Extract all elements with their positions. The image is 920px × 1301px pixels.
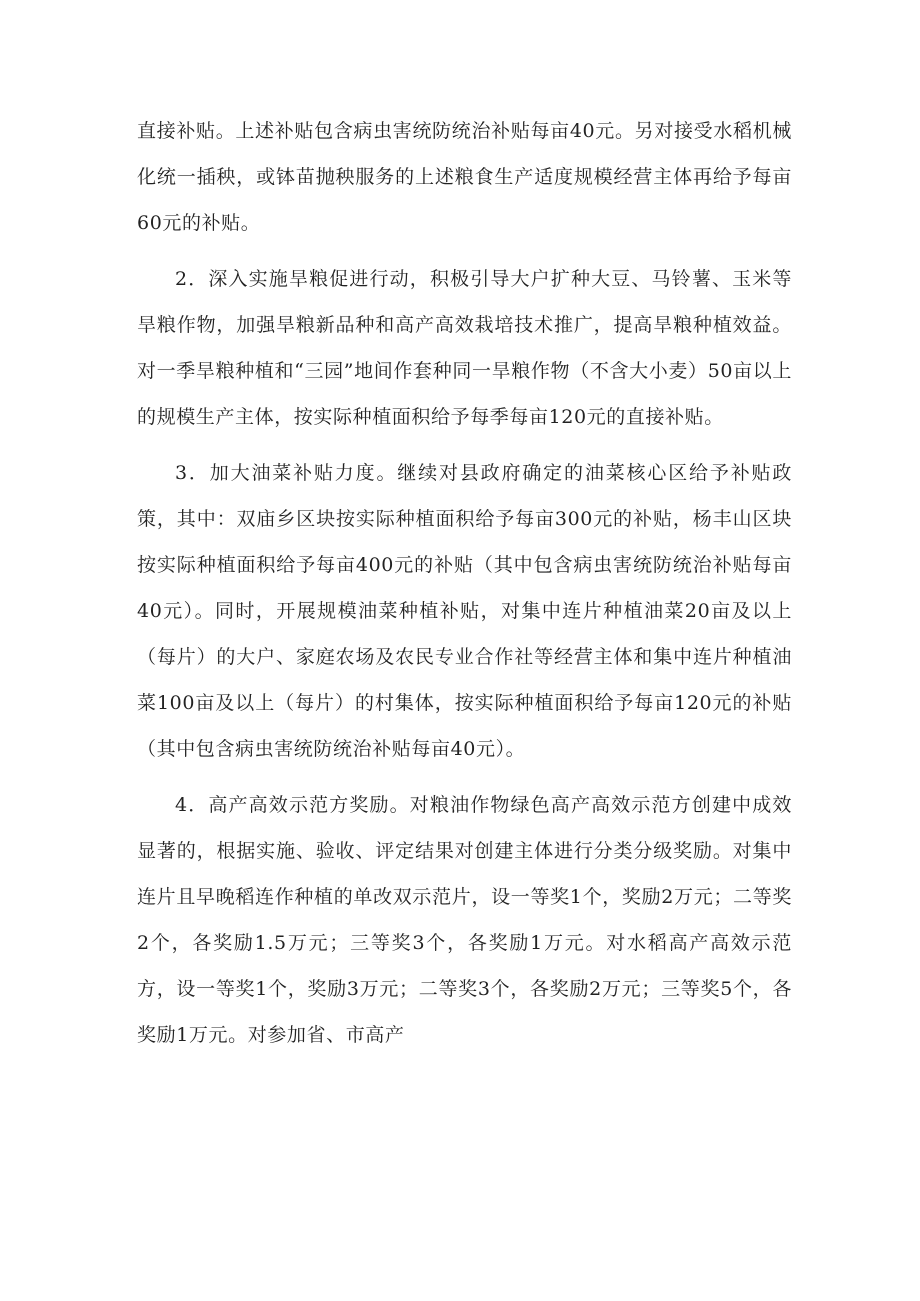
document-body [137, 108, 792, 1068]
paragraph-subsidy-continuation: 直接补贴。上述补贴包含病虫害统防统治补贴每亩40元。另对接受水稻机械化统一插秧，或钵苗抛秧服务的上述粮食生产适度规模经营主体再给予每亩60元的补贴。 [137, 120, 792, 234]
paragraph-demonstration-awards: 4．高产高效示范方奖励。对粮油作物绿色高产高效示范方创建中成效显著的，根据实施、验收、评定结果对创建主体进行分类分级奖励。对集中连片且早晚稻连作种植的单改双示范片，设一等奖1个，奖励2万元；二等奖2个，各奖励1.5万元；三等奖3个，各奖励1万元。对水稻高产高效示范方，设一等奖1个，奖励3万元；二等奖3个，各奖励2万元；三等奖5个，各奖励1万元。对参加省、市高产 [137, 794, 792, 1046]
paragraph-dry-grain-promotion: 2．深入实施旱粮促进行动，积极引导大户扩种大豆、马铃薯、玉米等旱粮作物，加强旱粮新品种和高产高效栽培技术推广，提高旱粮种植效益。对一季旱粮种植和“三园”地间作套种同一旱粮作物（不含大小麦）50亩以上的规模生产主体，按实际种植面积给予每季每亩120元的直接补贴。 [137, 268, 792, 428]
paragraph-rapeseed-subsidy: 3．加大油菜补贴力度。继续对县政府确定的油菜核心区给予补贴政策，其中：双庙乡区块按实际种植面积给予每亩300元的补贴，杨丰山区块按实际种植面积给予每亩400元的补贴（其中包含病虫害统防统治补贴每亩40元）。同时，开展规模油菜种植补贴，对集中连片种植油菜20亩及以上（每片）的大户、家庭农场及农民专业合作社等经营主体和集中连片种植油菜100亩及以上（每片）的村集体，按实际种植面积给予每亩120元的补贴（其中包含病虫害统防统治补贴每亩40元）。 [137, 462, 792, 760]
